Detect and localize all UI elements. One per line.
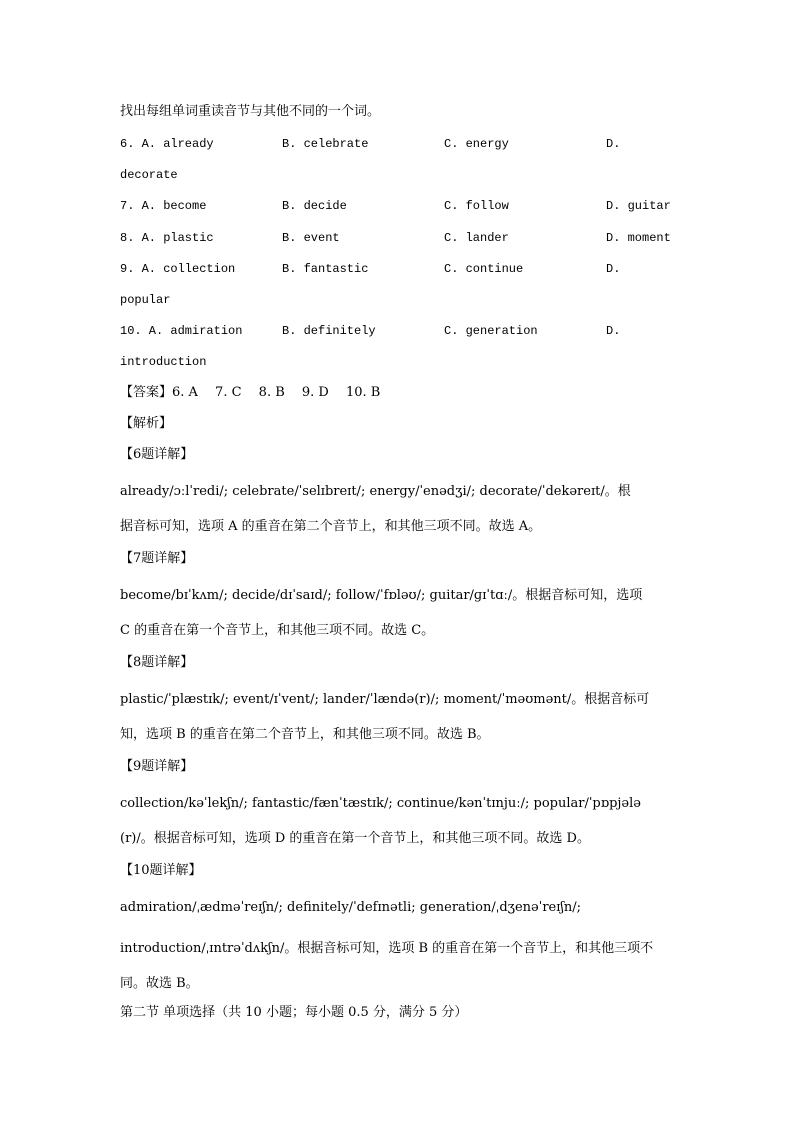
q6-option-d: D. bbox=[606, 137, 621, 151]
detail-10-line2: introduction/ˌɪntrəˈdʌkʃn/。根据音标可知，选项 B 的重音在第一个音节上，和其他三项不 bbox=[120, 941, 654, 956]
detail-8-line2: 知，选项 B 的重音在第二个音节上，和其他三项不同。故选 B。 bbox=[120, 727, 490, 742]
detail-6-heading: 【6题详解】 bbox=[120, 447, 194, 462]
analysis-heading: 【解析】 bbox=[120, 416, 173, 431]
detail-10-line1: admiration/ˌædməˈreɪʃn/; definitely/ˈdefɪnətli; generation/ˌdʒenəˈreɪʃn/; bbox=[120, 900, 582, 915]
detail-7-line2: C 的重音在第一个音节上，和其他三项不同。故选 C。 bbox=[120, 623, 435, 638]
q8-option-a: 8. A. plastic bbox=[120, 231, 214, 245]
q8-option-b: B. event bbox=[282, 231, 340, 245]
q7-option-d: D. guitar bbox=[606, 199, 671, 213]
q9-option-c: C. continue bbox=[444, 262, 524, 276]
q6-option-b: B. celebrate bbox=[282, 137, 369, 151]
answer-line: 【答案】6. A 7. C 8. B 9. D 10. B bbox=[120, 385, 381, 400]
q10-option-d: D. bbox=[606, 324, 621, 338]
section-title: 第二节 单项选择（共 10 小题；每小题 0.5 分，满分 5 分） bbox=[120, 1005, 468, 1020]
q9-option-a: 9. A. collection bbox=[120, 262, 236, 276]
q6-option-c: C. energy bbox=[444, 137, 509, 151]
q9-option-b: B. fantastic bbox=[282, 262, 369, 276]
q7-option-b: B. decide bbox=[282, 199, 347, 213]
q7-option-c: C. follow bbox=[444, 199, 509, 213]
detail-7-heading: 【7题详解】 bbox=[120, 551, 194, 566]
detail-10-line3: 同。故选 B。 bbox=[120, 976, 199, 991]
q10-option-d-word: introduction bbox=[120, 355, 207, 369]
q8-option-c: C. lander bbox=[444, 231, 509, 245]
q8-option-d: D. moment bbox=[606, 231, 671, 245]
q6-option-d-word: decorate bbox=[120, 168, 178, 182]
detail-7-line1: become/bɪˈkʌm/; decide/dɪˈsaɪd/; follow/ˈfɒləʊ/; guitar/ɡɪˈtɑː/。根据音标可知，选项 bbox=[120, 588, 643, 603]
q9-option-d: D. bbox=[606, 262, 621, 276]
detail-9-line1: collection/kəˈlekʃn/; fantastic/fænˈtæstɪk/; continue/kənˈtɪnjuː/; popular/ˈpɒpjələ bbox=[120, 796, 641, 811]
detail-9-line2: (r)/。根据音标可知，选项 D 的重音在第一个音节上，和其他三项不同。故选 D。 bbox=[120, 831, 590, 846]
detail-9-heading: 【9题详解】 bbox=[120, 759, 194, 774]
q10-option-c: C. generation bbox=[444, 324, 538, 338]
detail-6-line1: already/ɔːlˈredi/; celebrate/ˈselɪbreɪt/; energy/ˈenədʒi/; decorate/ˈdekəreɪt/。根 bbox=[120, 484, 631, 499]
detail-8-heading: 【8题详解】 bbox=[120, 655, 194, 670]
detail-10-heading: 【10题详解】 bbox=[120, 863, 202, 878]
q10-option-b: B. definitely bbox=[282, 324, 376, 338]
detail-8-line1: plastic/ˈplæstɪk/; event/ɪˈvent/; lander/ˈlændə(r)/; moment/ˈməʊmənt/。根据音标可 bbox=[120, 692, 650, 707]
q6-option-a: 6. A. already bbox=[120, 137, 214, 151]
q9-option-d-word: popular bbox=[120, 293, 171, 307]
q7-option-a: 7. A. become bbox=[120, 199, 207, 213]
detail-6-line2: 据音标可知，选项 A 的重音在第二个音节上，和其他三项不同。故选 A。 bbox=[120, 519, 542, 534]
instruction-text: 找出每组单词重读音节与其他不同的一个词。 bbox=[120, 104, 381, 119]
q10-option-a: 10. A. admiration bbox=[120, 324, 243, 338]
